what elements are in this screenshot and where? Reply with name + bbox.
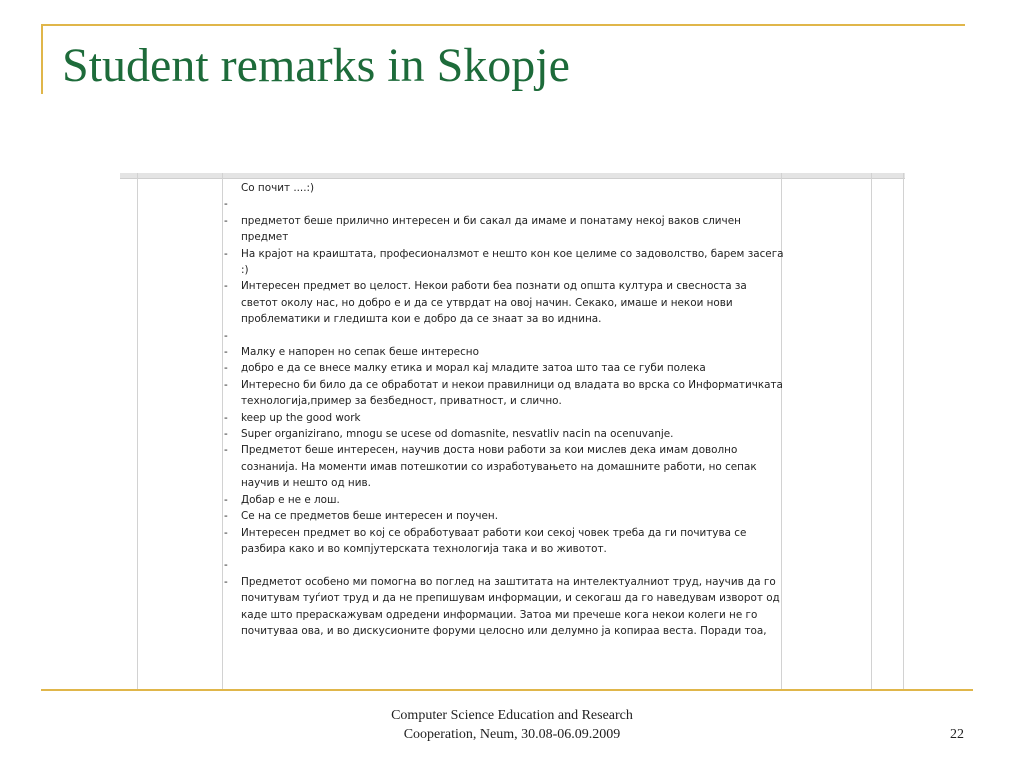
list-item: - Интересен предмет во целост. Некои работи беа познати од општа култура и свесноста за светот околу нас, но добро е и да се утврдат на овој начин. Секако, имаше и некои нови проблематики и гледишта кои е добро да се знаат за во иднина. [224, 280, 747, 326]
list-item: - добро е да се внесе малку етика и морал кај младите затоа што таа се губи полека [224, 362, 706, 375]
footer-line: Computer Science Education and Research [391, 708, 633, 723]
list-item: - [224, 559, 228, 572]
list-item: - Добар е не е лош. [224, 493, 340, 506]
list-item: - [224, 198, 228, 211]
remarks-screenshot [120, 173, 905, 691]
list-item: - Предметот особено ми помогна во поглед на заштитата на интелектуалниот труд, научив да го почитувам туѓиот труд и да не препишувам информации, и секогаш да го наведувам изворот од каде што прераскажувам одредени информации. Затоа ми пречеше кога некои колеги не го почитуваа ова, и во дискусионите форуми целосно или делумно ја копираа веста. Поради тоа, [224, 575, 780, 637]
bottom-accent-rule [41, 689, 973, 691]
left-accent-rule [41, 24, 43, 94]
list-item: - Интересен предмет во кој се обработуваат работи кои секој човек треба да ги почитува се разбира како и во компјутерската технологија така и во животот. [224, 526, 747, 555]
list-item: - Се на се предметов беше интересен и поучен. [224, 510, 499, 523]
list-item: - предметот беше прилично интересен и би сакал да имаме и понатаму некој ваков сличен предмет [224, 214, 741, 244]
list-item: - keep up the good work [224, 411, 361, 424]
column-divider [871, 173, 872, 691]
list-item: - На крајот на краиштата, професионалзмот е нешто кон кое целиме со задоволство, барем засега :) [224, 247, 784, 277]
remark-intro: Со почит ....:) [241, 182, 315, 194]
list-item: - Интересно би било да се обработат и некои правилници од владата во врска со Информатичката технологија,пример за безбедност, приватност, и слично. [224, 378, 783, 408]
slide-title: Student remarks in Skopje [62, 39, 570, 92]
list-item: - [224, 329, 228, 342]
list-item: - Предметот беше интересен, научив доста нови работи за кои мислев дека имам доволно сознанија. На моменти имав потешкотии со изработувањето на домашните работи, но сепак научив и нешто од нив. [224, 444, 757, 490]
table-header-strip [120, 173, 905, 179]
column-divider [222, 173, 223, 691]
column-divider [137, 173, 138, 691]
list-item: - Малку е напорен но сепак беше интересно [224, 346, 479, 359]
column-divider [903, 173, 904, 691]
list-item: - Super organizirano, mnogu se ucese od domasnite, nesvatliv nacin na ocenuvanje. [224, 428, 674, 441]
footer-line: Cooperation, Neum, 30.08-06.09.2009 [403, 727, 621, 742]
remarks-list [224, 180, 784, 639]
slide-footer [340, 706, 684, 744]
page-number: 22 [950, 727, 964, 742]
top-accent-rule [41, 24, 965, 26]
